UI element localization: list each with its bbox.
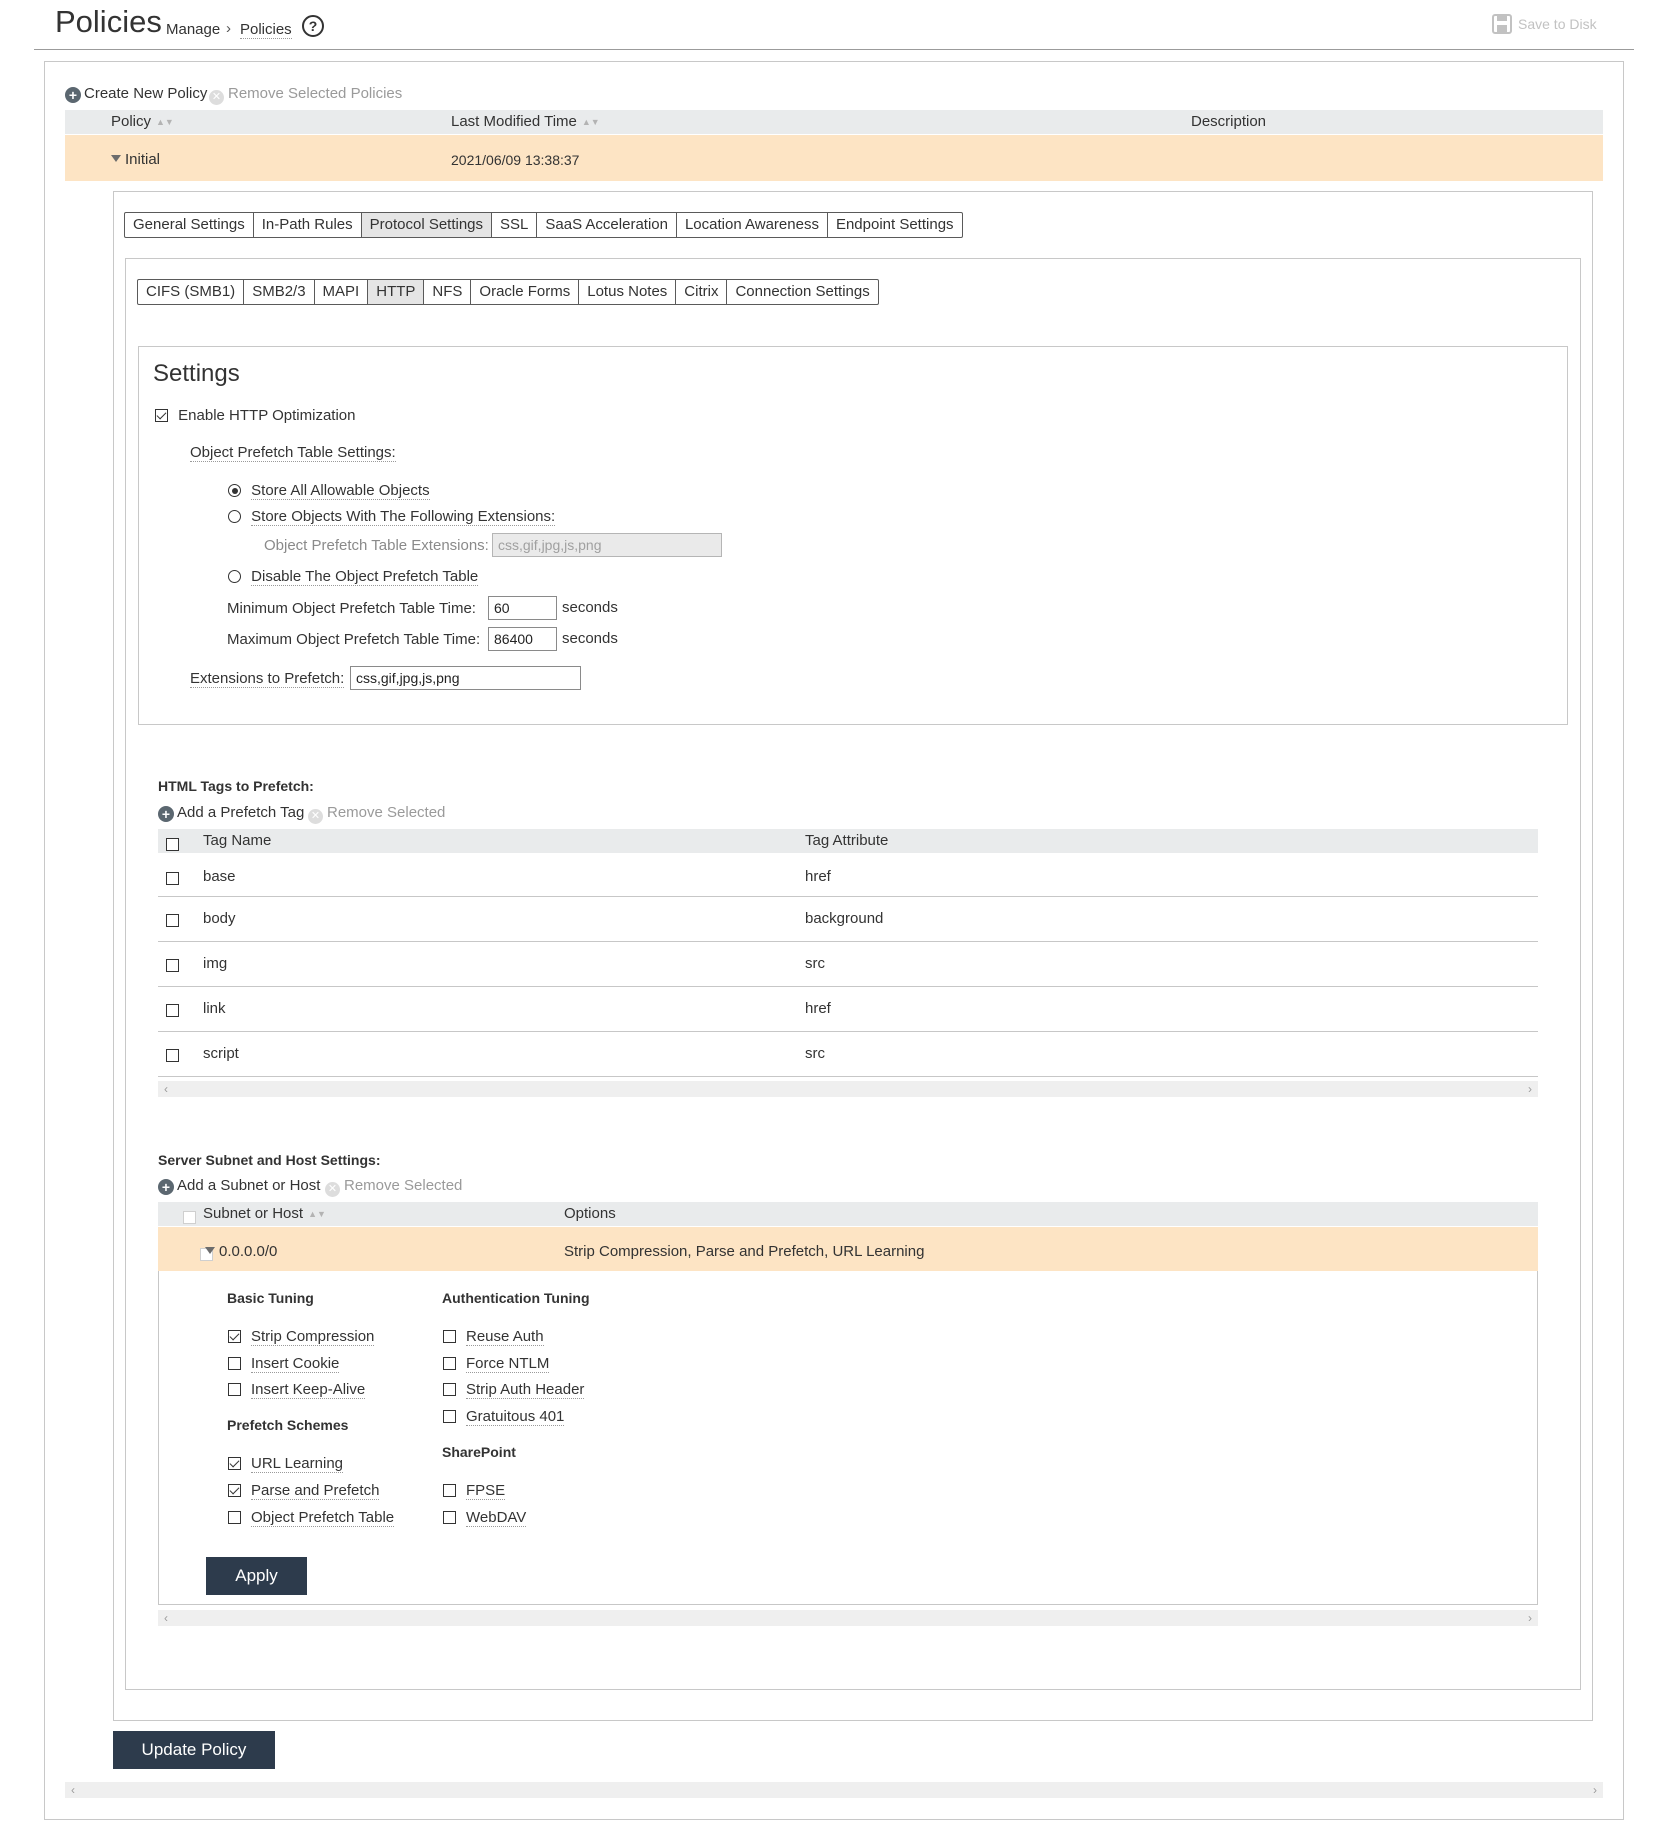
max-time-input[interactable] — [488, 627, 557, 651]
checkbox[interactable] — [443, 1484, 456, 1497]
checkbox[interactable] — [443, 1383, 456, 1396]
tag-name-cell: link — [203, 1000, 226, 1017]
row-checkbox[interactable] — [166, 872, 179, 885]
force-ntlm-checkbox[interactable] — [443, 1355, 549, 1372]
breadcrumb-manage[interactable]: Manage — [166, 21, 221, 38]
url-learning-label: URL Learning — [251, 1455, 343, 1472]
subnet-row-name[interactable] — [205, 1243, 277, 1260]
tab-ssl[interactable]: SSL — [492, 213, 537, 237]
sort-icon: ▲▼ — [308, 1209, 326, 1219]
subnets-title: Server Subnet and Host Settings: — [158, 1152, 381, 1168]
add-subnet-label: Add a Subnet or Host — [177, 1177, 321, 1194]
add-circle-icon: + — [65, 87, 81, 103]
tab-citrix[interactable]: Citrix — [676, 280, 727, 304]
select-all-tags-checkbox[interactable] — [166, 838, 179, 851]
gratuitous-401-checkbox[interactable] — [443, 1408, 564, 1425]
checkbox[interactable] — [228, 1357, 241, 1370]
column-last-modified-label: Last Modified Time — [451, 113, 577, 130]
min-time-label: Minimum Object Prefetch Table Time: — [227, 600, 476, 617]
auth-tuning-title: Authentication Tuning — [442, 1290, 590, 1306]
remove-subnets-button[interactable] — [325, 1177, 462, 1197]
tab-cifs[interactable]: CIFS (SMB1) — [138, 280, 244, 304]
webdav-label: WebDAV — [466, 1509, 527, 1526]
column-policy[interactable] — [111, 113, 174, 130]
enable-http-label: Enable HTTP Optimization — [178, 407, 356, 424]
subnets-horizontal-scrollbar[interactable] — [158, 1610, 1538, 1626]
min-seconds-label: seconds — [562, 599, 618, 616]
expand-triangle-icon[interactable] — [205, 1247, 215, 1254]
radio-store-ext[interactable] — [228, 508, 555, 525]
create-policy-label: Create New Policy — [84, 85, 208, 102]
reuse-auth-checkbox[interactable] — [443, 1328, 544, 1345]
insert-cookie-checkbox[interactable] — [228, 1355, 339, 1372]
tab-in-path-rules[interactable]: In-Path Rules — [254, 213, 362, 237]
policy-row[interactable] — [65, 135, 1603, 181]
scroll-right-icon[interactable]: › — [1593, 1783, 1597, 1797]
parse-prefetch-checkbox[interactable] — [228, 1482, 379, 1499]
radio-disable-label: Disable The Object Prefetch Table — [251, 568, 479, 585]
policy-name: Initial — [125, 151, 161, 168]
max-seconds-label: seconds — [562, 630, 618, 647]
tag-attr-cell: src — [805, 1045, 825, 1062]
sort-icon: ▲▼ — [156, 117, 174, 127]
tab-nfs[interactable]: NFS — [424, 280, 471, 304]
checkbox[interactable] — [155, 409, 168, 422]
max-time-label: Maximum Object Prefetch Table Time: — [227, 631, 481, 648]
remove-policies-button[interactable] — [209, 85, 402, 105]
add-prefetch-tag-button[interactable] — [158, 804, 304, 822]
create-policy-button[interactable] — [65, 85, 207, 103]
remove-circle-icon: ✕ — [308, 809, 323, 824]
tab-saas-acceleration[interactable]: SaaS Acceleration — [537, 213, 677, 237]
policy-modified-time: 2021/06/09 13:38:37 — [451, 152, 580, 168]
main-tab-bar — [124, 212, 963, 238]
radio-disable-opt[interactable] — [228, 568, 478, 585]
column-description: Description — [1191, 113, 1267, 130]
column-subnet-label: Subnet or Host — [203, 1205, 304, 1222]
help-icon[interactable]: ? — [302, 15, 324, 37]
strip-compression-checkbox[interactable] — [228, 1328, 374, 1345]
sort-icon: ▲▼ — [581, 117, 600, 127]
select-all-subnets-checkbox[interactable] — [183, 1211, 196, 1224]
settings-title: Settings — [153, 360, 240, 387]
insert-cookie-label: Insert Cookie — [251, 1355, 340, 1372]
tab-oracle-forms[interactable]: Oracle Forms — [471, 280, 579, 304]
checkbox[interactable] — [443, 1330, 456, 1343]
column-subnet[interactable] — [203, 1205, 326, 1222]
scroll-right-icon[interactable]: › — [1528, 1082, 1532, 1096]
checkbox[interactable] — [443, 1511, 456, 1524]
checkbox[interactable] — [228, 1457, 241, 1470]
subnet-options: Strip Compression, Parse and Prefetch, URL Learning — [564, 1243, 925, 1260]
apply-button[interactable]: Apply — [206, 1557, 307, 1595]
checkbox[interactable] — [228, 1383, 241, 1396]
table-row[interactable] — [158, 987, 1538, 1032]
subnet-detail-panel — [158, 1271, 1538, 1605]
enable-http-checkbox[interactable] — [155, 407, 355, 424]
checkbox[interactable] — [228, 1330, 241, 1343]
tab-connection-settings[interactable]: Connection Settings — [735, 283, 870, 300]
tag-attr-cell: href — [805, 868, 831, 885]
prefetch-schemes-title: Prefetch Schemes — [227, 1417, 349, 1433]
column-tag-name: Tag Name — [203, 832, 272, 849]
strip-auth-header-label: Strip Auth Header — [466, 1381, 585, 1398]
page-title: Policies — [55, 4, 162, 39]
protocol-tab-bar — [137, 279, 879, 305]
policy-row-name[interactable] — [111, 151, 160, 168]
tag-attr-cell: background — [805, 910, 884, 927]
insert-keep-alive-label: Insert Keep-Alive — [251, 1381, 366, 1398]
header-divider — [34, 49, 1634, 50]
radio-button[interactable] — [228, 484, 241, 497]
ext-prefetch-label: Extensions to Prefetch: — [190, 670, 345, 687]
save-to-disk-button[interactable] — [1492, 14, 1597, 34]
breadcrumb-policies[interactable]: Policies — [240, 21, 292, 38]
fpse-label: FPSE — [466, 1482, 506, 1499]
radio-button[interactable] — [228, 570, 241, 583]
floppy-disk-icon — [1492, 14, 1512, 34]
table-row[interactable] — [158, 1032, 1538, 1077]
parse-prefetch-label: Parse and Prefetch — [251, 1482, 380, 1499]
strip-auth-header-checkbox[interactable] — [443, 1381, 584, 1398]
webdav-checkbox[interactable] — [443, 1509, 526, 1526]
scroll-left-icon[interactable]: ‹ — [164, 1611, 168, 1625]
tab-protocol-settings[interactable]: Protocol Settings — [362, 213, 492, 237]
force-ntlm-label: Force NTLM — [466, 1355, 550, 1372]
column-options: Options — [564, 1205, 616, 1222]
radio-store-all-label: Store All Allowable Objects — [251, 482, 430, 499]
remove-circle-icon: ✕ — [209, 90, 224, 105]
tag-name-cell: img — [203, 955, 228, 972]
policy-horizontal-scrollbar[interactable] — [65, 1782, 1603, 1798]
expand-triangle-icon[interactable] — [111, 155, 121, 162]
checkbox[interactable] — [443, 1357, 456, 1370]
checkbox[interactable] — [228, 1484, 241, 1497]
gratuitous-401-label: Gratuitous 401 — [466, 1408, 565, 1425]
row-checkbox[interactable] — [166, 959, 179, 972]
tags-grid-body — [158, 859, 1538, 1077]
breadcrumb-separator: › — [226, 20, 231, 37]
url-learning-checkbox[interactable] — [228, 1455, 343, 1472]
tag-attr-cell: src — [805, 955, 825, 972]
reuse-auth-label: Reuse Auth — [466, 1328, 544, 1345]
scroll-right-icon[interactable]: › — [1528, 1611, 1532, 1625]
add-circle-icon: + — [158, 806, 174, 822]
radio-button[interactable] — [228, 510, 241, 523]
tab-mapi[interactable]: MAPI — [315, 280, 369, 304]
column-policy-label: Policy — [111, 113, 152, 130]
tag-name-cell: base — [203, 868, 236, 885]
tag-attr-cell: href — [805, 1000, 831, 1017]
fpse-checkbox[interactable] — [443, 1482, 505, 1499]
update-policy-button[interactable]: Update Policy — [113, 1731, 275, 1769]
save-to-disk-label: Save to Disk — [1518, 16, 1597, 32]
add-circle-icon: + — [158, 1179, 174, 1195]
column-last-modified[interactable] — [451, 113, 600, 130]
tab-general-settings[interactable]: General Settings — [125, 213, 254, 237]
opt-settings-label: Object Prefetch Table Settings: — [190, 444, 396, 461]
column-tag-attribute: Tag Attribute — [805, 832, 889, 849]
remove-policies-label: Remove Selected Policies — [228, 85, 403, 102]
tab-http[interactable]: HTTP — [368, 280, 424, 304]
checkbox[interactable] — [228, 1511, 241, 1524]
remove-tags-button[interactable] — [308, 804, 445, 824]
tab-lotus-notes[interactable]: Lotus Notes — [579, 280, 676, 304]
add-prefetch-tag-label: Add a Prefetch Tag — [177, 804, 305, 821]
opt-ext-label: Object Prefetch Table Extensions: — [264, 537, 489, 554]
remove-tags-label: Remove Selected — [327, 804, 446, 821]
row-checkbox[interactable] — [166, 1004, 179, 1017]
radio-store-all[interactable] — [228, 482, 430, 499]
scroll-left-icon[interactable]: ‹ — [164, 1082, 168, 1096]
sharepoint-title: SharePoint — [442, 1444, 516, 1460]
table-row[interactable] — [158, 942, 1538, 987]
radio-store-ext-label: Store Objects With The Following Extensions: — [251, 508, 556, 525]
object-prefetch-table-label: Object Prefetch Table — [251, 1509, 395, 1526]
ext-prefetch-input[interactable] — [350, 666, 581, 690]
strip-compression-label: Strip Compression — [251, 1328, 375, 1345]
tag-name-cell: script — [203, 1045, 239, 1062]
row-checkbox[interactable] — [166, 914, 179, 927]
remove-circle-icon: ✕ — [325, 1182, 340, 1197]
remove-subnets-label: Remove Selected — [344, 1177, 463, 1194]
tags-horizontal-scrollbar[interactable] — [158, 1081, 1538, 1097]
tab-endpoint-settings[interactable]: Endpoint Settings — [835, 216, 954, 233]
html-tags-title: HTML Tags to Prefetch: — [158, 778, 314, 794]
opt-ext-input — [492, 533, 722, 557]
subnets-grid-header — [158, 1202, 1538, 1226]
table-row[interactable] — [158, 897, 1538, 942]
basic-tuning-title: Basic Tuning — [227, 1290, 314, 1306]
table-row[interactable] — [158, 859, 1538, 897]
tab-location-awareness[interactable]: Location Awareness — [677, 213, 828, 237]
policy-grid-header — [65, 110, 1603, 134]
object-prefetch-table-checkbox[interactable] — [228, 1509, 394, 1526]
checkbox[interactable] — [443, 1410, 456, 1423]
scroll-left-icon[interactable]: ‹ — [71, 1783, 75, 1797]
row-checkbox[interactable] — [166, 1049, 179, 1062]
tag-name-cell: body — [203, 910, 236, 927]
tab-smb2[interactable]: SMB2/3 — [244, 280, 314, 304]
insert-keep-alive-checkbox[interactable] — [228, 1381, 365, 1398]
subnet-value: 0.0.0.0/0 — [219, 1243, 278, 1260]
min-time-input[interactable] — [488, 596, 557, 620]
add-subnet-button[interactable] — [158, 1177, 320, 1195]
